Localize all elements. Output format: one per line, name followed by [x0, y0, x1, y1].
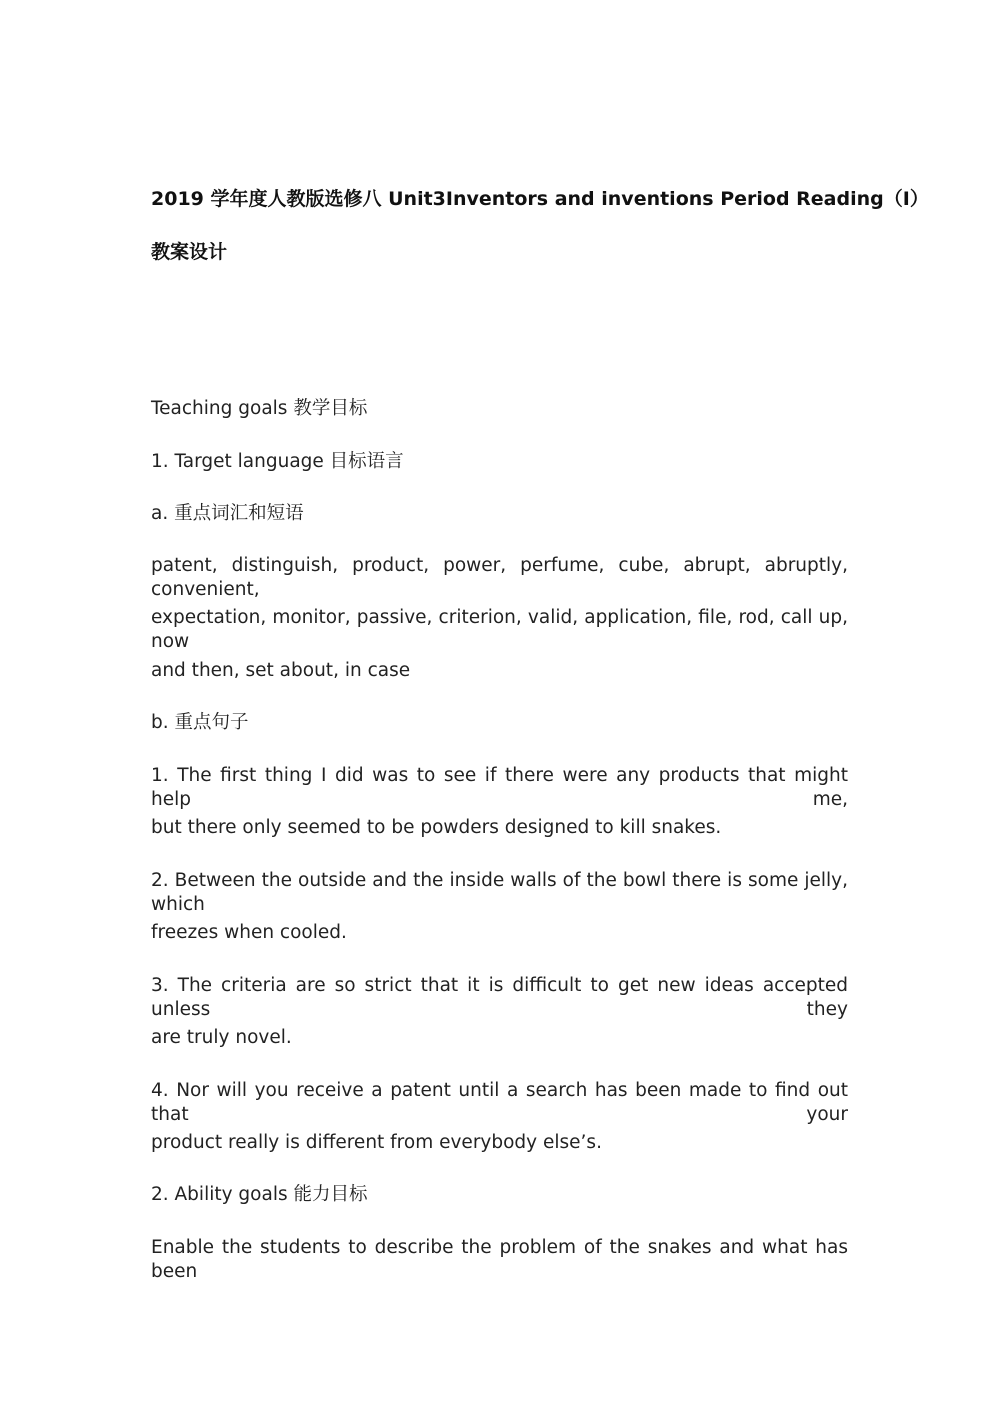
body-line: product really is different from everybody else’s. — [151, 1132, 602, 1153]
body-line: and then, set about, in case — [151, 660, 411, 681]
document-title-line-1: 2019 学年度人教版选修八 Unit3Inventors and inventions Period Reading（Ⅰ） — [151, 188, 929, 210]
item-key-vocabulary: a. 重点词汇和短语 — [151, 503, 304, 524]
body-line: but there only seemed to be powders designed to kill snakes. — [151, 817, 722, 838]
body-line: expectation, monitor, passive, criterion, valid, application, file, rod, call up, now — [151, 607, 848, 652]
body-line: 3. The criteria are so strict that it is difficult to get new ideas accepted unless they — [151, 975, 848, 1020]
item-key-sentences: b. 重点句子 — [151, 712, 249, 733]
body-line: 4. Nor will you receive a patent until a search has been made to find out that your — [151, 1080, 848, 1125]
subsection-target-language: 1. Target language 目标语言 — [151, 451, 404, 472]
subsection-ability-goals: 2. Ability goals 能力目标 — [151, 1184, 368, 1205]
section-heading-teaching-goals: Teaching goals 教学目标 — [151, 398, 368, 419]
body-line: 1. The first thing I did was to see if there were any products that might help me, — [151, 765, 848, 810]
document-title-line-2: 教案设计 — [151, 241, 228, 263]
body-line: Enable the students to describe the problem of the snakes and what has been — [151, 1237, 848, 1282]
body-line: are truly novel. — [151, 1027, 292, 1048]
body-line: freezes when cooled. — [151, 922, 347, 943]
body-line: 2. Between the outside and the inside walls of the bowl there is some jelly, which — [151, 870, 848, 915]
body-line: patent, distinguish, product, power, perfume, cube, abrupt, abruptly, convenient, — [151, 555, 848, 600]
